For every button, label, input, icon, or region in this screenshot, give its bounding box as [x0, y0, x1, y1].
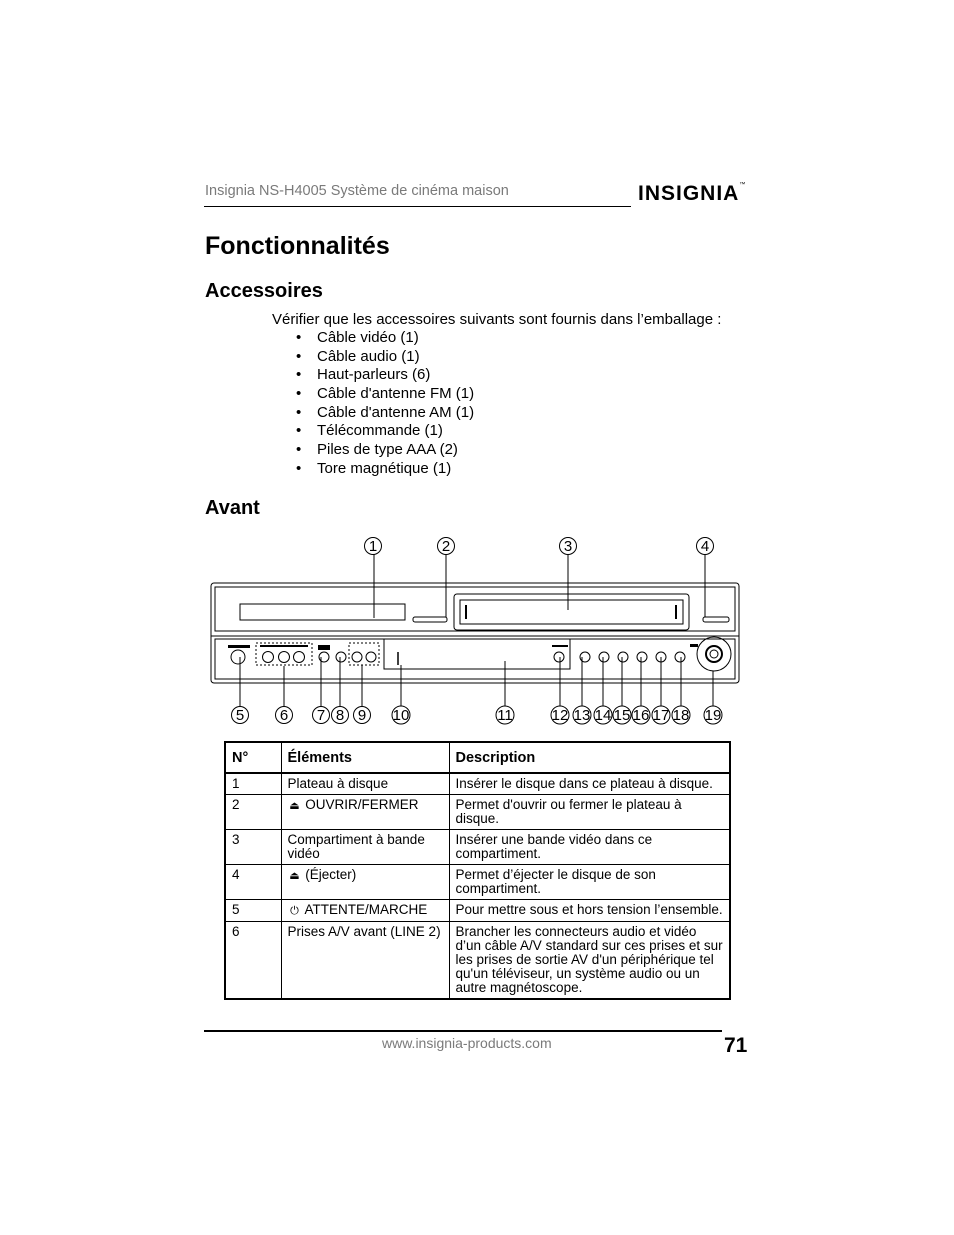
list-item: • Télécommande (1): [296, 422, 443, 440]
video-cassette-slot: [454, 594, 689, 630]
column-header: Éléments: [281, 742, 449, 773]
row-number: 6: [225, 922, 281, 1000]
transport-button-14: [599, 652, 609, 662]
row-number: 3: [225, 830, 281, 865]
callout-number: 7: [316, 707, 326, 724]
page-number: 71: [724, 1034, 748, 1057]
callout-number: 4: [700, 538, 710, 555]
transport-button-15: [618, 652, 628, 662]
list-item: • Câble vidéo (1): [296, 329, 419, 346]
callout-number: 9: [357, 707, 367, 724]
row-description: Insérer le disque dans ce plateau à disque.: [449, 773, 730, 795]
row-element: ⏏ OUVRIR/FERMER: [281, 795, 449, 830]
callout-number: 8: [335, 707, 345, 724]
row-number: 4: [225, 865, 281, 900]
front-heading: Avant: [205, 497, 260, 519]
callout-number: 3: [563, 538, 573, 555]
list-item: • Câble d'antenne FM (1): [296, 385, 475, 403]
callout-number: 17: [652, 707, 670, 724]
row-number: 1: [225, 773, 281, 795]
callout-number: 11: [497, 707, 513, 724]
callout-number: 10: [392, 707, 410, 724]
transport-button-16: [637, 652, 647, 662]
vcr-eject-button: [703, 617, 729, 622]
accessories-intro: Vérifier que les accessoires suivants sont fournis dans l’emballage :: [272, 311, 722, 328]
eject-icon: ⏏: [289, 800, 300, 812]
list-item: • Tore magnétique (1): [296, 459, 452, 477]
callout-number: 13: [573, 707, 591, 724]
accessories-heading: Accessoires: [205, 280, 323, 302]
eject-icon: ⏏: [289, 870, 300, 882]
footer-rule: [204, 1030, 722, 1032]
callout-number: 16: [632, 707, 650, 724]
bottom-callouts: [232, 706, 723, 724]
row-description: Permet d’éjecter le disque de son compartiment.: [449, 865, 730, 900]
table-row: [225, 922, 730, 1000]
table-row: [225, 830, 730, 865]
device-body: [211, 583, 739, 683]
transport-button-18: [675, 652, 685, 662]
table-header-row: [225, 742, 730, 773]
callout-number: 12: [551, 707, 569, 724]
top-callouts: [365, 538, 714, 556]
front-button-8: [336, 652, 346, 662]
open-close-button: [413, 617, 447, 622]
volume-knob: [697, 637, 731, 671]
row-number: 5: [225, 900, 281, 922]
callout-number: 2: [441, 538, 451, 555]
column-header: Description: [449, 742, 730, 773]
list-item: • Câble audio (1): [296, 347, 420, 365]
table-row: [225, 900, 730, 922]
row-element: Plateau à disque: [281, 773, 449, 795]
callout-number: 6: [279, 707, 289, 724]
section-title: Fonctionnalités: [205, 232, 390, 260]
row-description: Insérer une bande vidéo dans ce compartiment.: [449, 830, 730, 865]
table-row: [225, 795, 730, 830]
list-item: • Piles de type AAA (2): [296, 441, 458, 459]
row-number: 2: [225, 795, 281, 830]
row-element: ⏻ ATTENTE/MARCHE: [281, 900, 449, 922]
callout-number: 15: [613, 707, 631, 724]
row-element: Compartiment à bande vidéo: [281, 830, 449, 865]
callout-number: 18: [672, 707, 690, 724]
row-element: ⏏ (Éjecter): [281, 865, 449, 900]
callout-number: 19: [704, 707, 722, 724]
table-row: [225, 773, 730, 795]
power-button: [231, 650, 245, 664]
insignia-logo: INSIGNIA™: [638, 182, 747, 205]
row-element: Prises A/V avant (LINE 2): [281, 922, 449, 1000]
column-header: N°: [225, 742, 281, 773]
list-item: • Câble d'antenne AM (1): [296, 403, 475, 421]
callout-number: 1: [368, 538, 378, 555]
disc-tray: [240, 604, 405, 620]
callout-number: 5: [235, 707, 245, 724]
power-icon: ⏻: [290, 905, 299, 917]
row-description: Pour mettre sous et hors tension l’ensemble.: [449, 900, 730, 922]
list-item: • Haut-parleurs (6): [296, 366, 431, 384]
features-table: [224, 741, 731, 1000]
row-description: Permet d'ouvrir ou fermer le plateau à disque.: [449, 795, 730, 830]
table-row: [225, 865, 730, 900]
transport-button-12: [554, 652, 564, 662]
footer-url: www.insignia-products.com: [382, 1035, 552, 1051]
running-header: Insignia NS-H4005 Système de cinéma maison: [205, 183, 509, 199]
callout-number: 14: [594, 707, 612, 724]
display-window: [384, 639, 570, 669]
row-description: Brancher les connecteurs audio et vidéo d’un câble A/V standard sur ces prises et sur les prises de sortie AV d'un périphérique tel qu'un téléviseur, un système audio ou un autre magnétoscope.: [449, 922, 730, 1000]
